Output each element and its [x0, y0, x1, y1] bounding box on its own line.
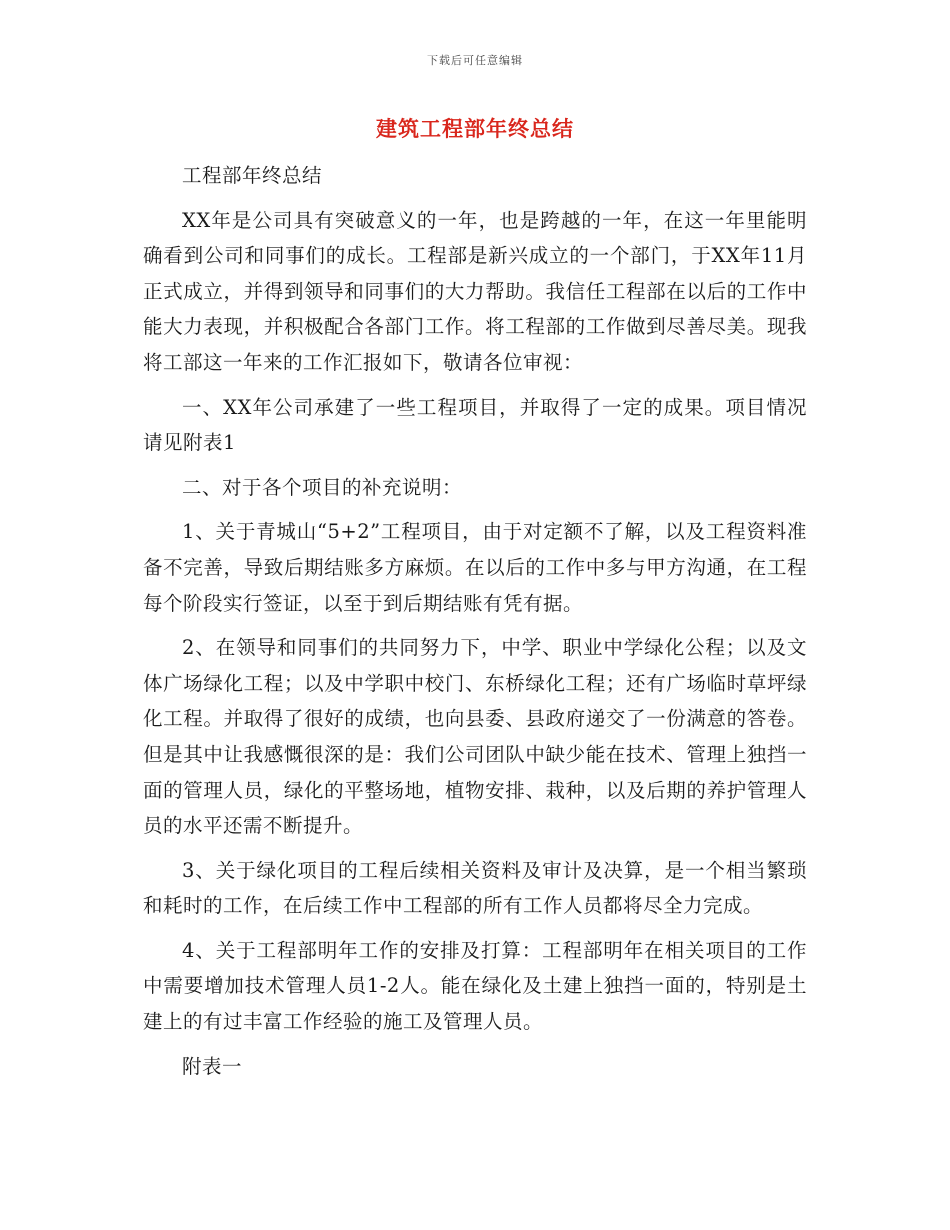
paragraph-section-2: 二、对于各个项目的补充说明：	[182, 475, 463, 499]
paragraph-section-1: 一、XX年公司承建了一些工程项目，并取得了一定的成果。项目情况请见附表1	[143, 395, 807, 455]
paragraph-item-1: 1、关于青城山“5+2”工程项目，由于对定额不了解，以及工程资料准备不完善，导致后期结账多方麻烦。在以后的工作中多与甲方沟通，在工程每个阶段实行签证，以至于到后期结账有凭有据。	[143, 520, 807, 615]
paragraph-intro: XX年是公司具有突破意义的一年，也是跨越的一年，在这一年里能明确看到公司和同事们的成长。工程部是新兴成立的一个部门，于XX年11月正式成立，并得到领导和同事们的大力帮助。我信任工程部在以后的工作中能大力表现，并积极配合各部门工作。将工程部的工作做到尽善尽美。现我将工部这一年来的工作汇报如下，敬请各位审视：	[143, 208, 807, 374]
document-body	[143, 158, 807, 1093]
document-title: 建筑工程部年终总结	[376, 116, 574, 141]
paragraph-item-3: 3、关于绿化项目的工程后续相关资料及审计及决算，是一个相当繁琐和耗时的工作，在后续工作中工程部的所有工作人员都将尽全力完成。	[143, 858, 807, 918]
paragraph-item-4: 4、关于工程部明年工作的安排及打算：工程部明年在相关项目的工作中需要增加技术管理人员1-2人。能在绿化及土建上独挡一面的，特别是土建上的有过丰富工作经验的施工及管理人员。	[143, 938, 807, 1034]
page-header: 下载后可任意编辑	[427, 54, 523, 67]
paragraph-item-2: 2、在领导和同事们的共同努力下，中学、职业中学绿化公程；以及文体广场绿化工程；以及中学职中校门、东桥绿化工程；还有广场临时草坪绿化工程。并取得了很好的成绩，也向县委、县政府递交了一份满意的答卷。但是其中让我感慨很深的是：我们公司团队中缺少能在技术、管理上独挡一面的管理人员，绿化的平整场地，植物安排、栽种，以及后期的养护管理人员的水平还需不断提升。	[143, 636, 807, 838]
paragraph-appendix: 附表一	[182, 1054, 243, 1078]
paragraph-subtitle: 工程部年终总结	[182, 164, 323, 187]
